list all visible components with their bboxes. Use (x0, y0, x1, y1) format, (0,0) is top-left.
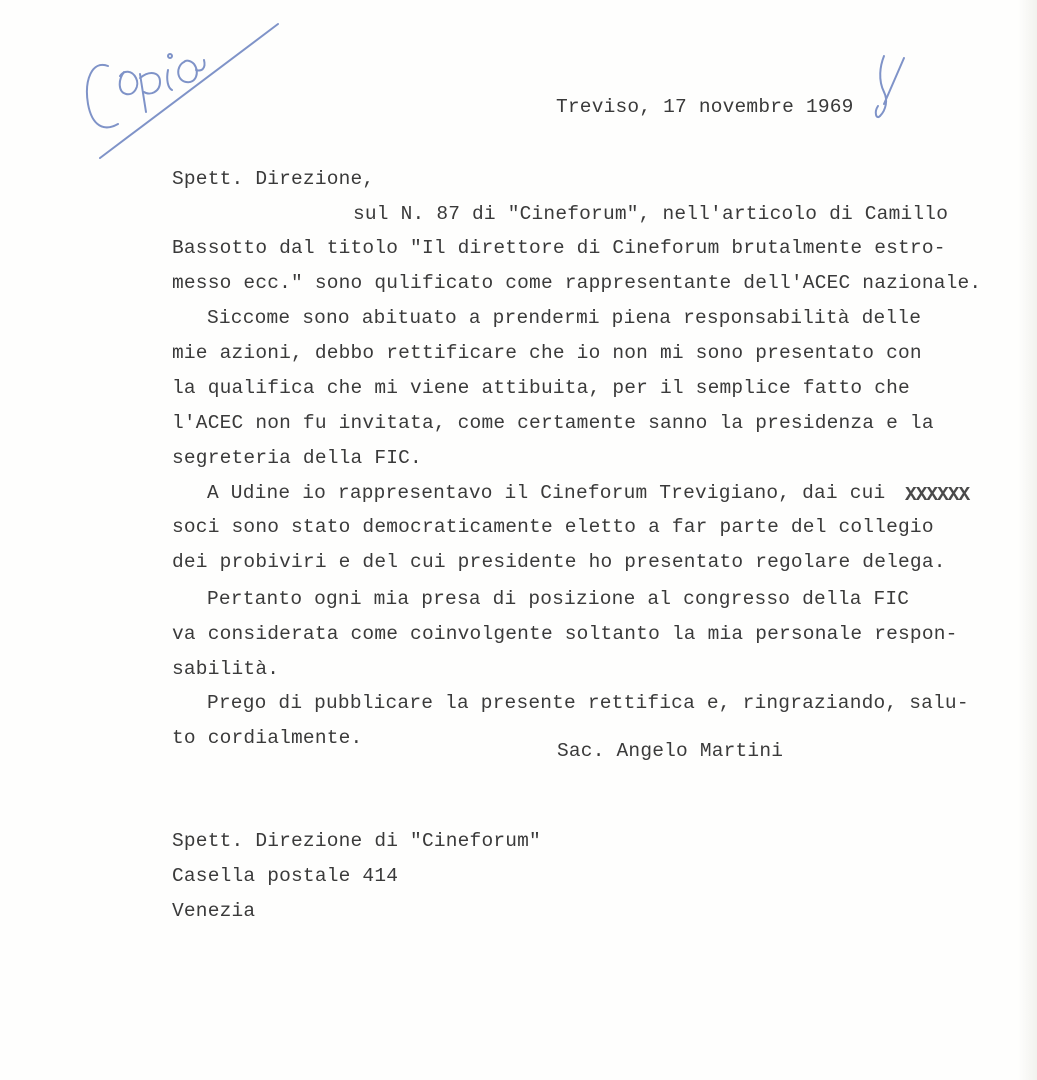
paragraph-line: soci sono stato democraticamente eletto a far parte del collegio (172, 516, 934, 538)
paragraph-line: Bassotto dal titolo "Il direttore di Cineforum brutalmente estro- (172, 237, 946, 259)
paragraph-line: sul N. 87 di "Cineforum", nell'articolo di Camillo (353, 203, 949, 225)
paragraph-line: l'ACEC non fu invitata, come certamente sanno la presidenza e la (172, 412, 934, 434)
salutation: Spett. Direzione, (172, 168, 375, 190)
paragraph-line: Siccome sono abituato a prendermi piena responsabilità delle (207, 307, 922, 329)
paragraph-line: Prego di pubblicare la presente rettifica e, ringraziando, salu- (207, 692, 969, 714)
struck-out-text: XXXXXX (905, 484, 970, 506)
scan-edge-shadow (1018, 0, 1037, 1080)
paragraph-line: sabilità. (172, 658, 280, 680)
paragraph-line: A Udine io rappresentavo il Cineforum Trevigiano, dai cui (207, 482, 886, 504)
paragraph-line: segreteria della FIC. (172, 447, 422, 469)
paragraph-line: Pertanto ogni mia presa di posizione al congresso della FIC (207, 588, 910, 610)
paragraph-line: dei probiviri e del cui presidente ho presentato regolare delega. (172, 551, 946, 573)
paragraph-line: va considerata come coinvolgente soltanto la mia personale respon- (172, 623, 958, 645)
paragraph-line: la qualifica che mi viene attibuita, per il semplice fatto che (172, 377, 910, 399)
paragraph-line: mie azioni, debbo rettificare che io non mi sono presentato con (172, 342, 922, 364)
address-line: Casella postale 414 (172, 865, 399, 887)
paragraph-line: messo ecc." sono qulificato come rappresentante dell'ACEC nazionale. (172, 272, 982, 294)
paragraph-line: to cordialmente. (172, 727, 363, 749)
date-line: Treviso, 17 novembre 1969 (556, 96, 854, 118)
handwritten-copia-annotation (0, 0, 300, 180)
signature: Sac. Angelo Martini (557, 740, 784, 762)
address-line: Spett. Direzione di "Cineforum" (172, 830, 541, 852)
address-line: Venezia (172, 900, 256, 922)
